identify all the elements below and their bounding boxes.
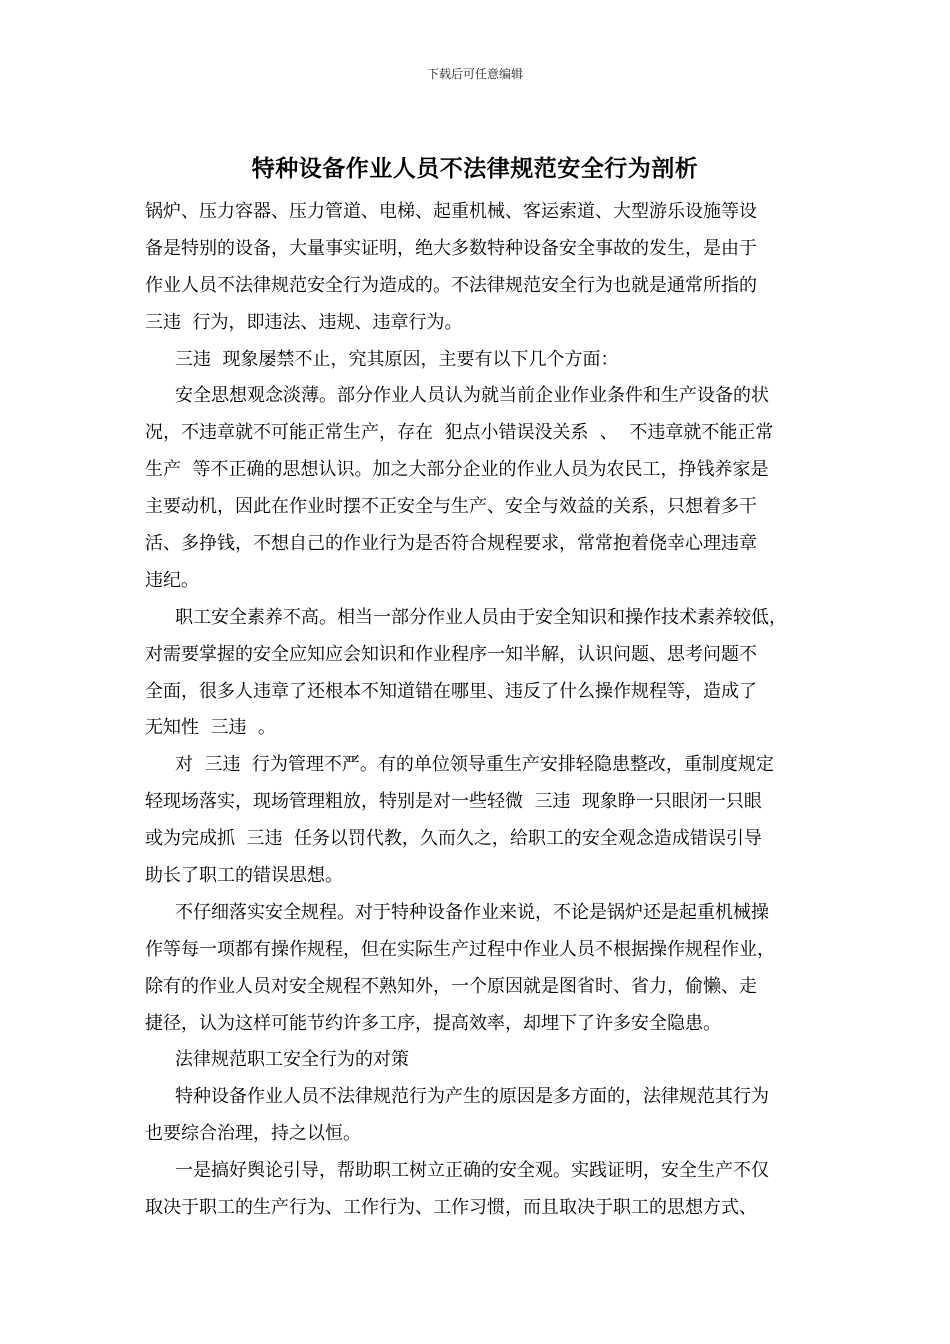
text-line: 无知性 三违 。: [145, 717, 276, 739]
document-body: [145, 194, 815, 1227]
text-line: 一是搞好舆论引导，帮助职工树立正确的安全观。实践证明，安全生产不仅: [175, 1160, 769, 1182]
text-line: 备是特别的设备，大量事实证明，绝大多数特种设备安全事故的发生，是由于: [145, 237, 757, 259]
text-line: 违纪。: [145, 569, 199, 591]
text-line: 活、多挣钱，不想自己的作业行为是否符合规程要求，常常抱着侥幸心理违章: [145, 533, 757, 555]
text-line: 捷径，认为这样可能节约许多工序，提高效率，却埋下了许多安全隐患。: [145, 1012, 721, 1034]
text-line: 三违 行为，即违法、违规、违章行为。: [145, 311, 463, 333]
text-line: 三违 现象屡禁不止，究其原因，主要有以下几个方面：: [175, 348, 619, 370]
text-line: 主要动机，因此在作业时摆不正安全与生产、安全与效益的关系，只想着多干: [145, 496, 757, 518]
text-line: 全面，很多人违章了还根本不知道错在哪里、违反了什么操作规程等，造成了: [145, 680, 757, 702]
text-line: 安全思想观念淡薄。部分作业人员认为就当前企业作业条件和生产设备的状: [175, 385, 769, 407]
text-line: 职工安全素养不高。相当一部分作业人员由于安全知识和操作技术素养较低，: [175, 606, 787, 628]
text-line: 也要综合治理，持之以恒。: [145, 1123, 361, 1145]
header-note: 下载后可任意编辑: [426, 67, 523, 81]
text-line: 作等每一项都有操作规程，但在实际生产过程中作业人员不根据操作规程作业，: [145, 938, 775, 960]
text-line: 轻现场落实，现场管理粗放，特别是对一些轻微 三违 现象睁一只眼闭一只眼: [145, 791, 762, 813]
text-line: 或为完成抓 三违 任务以罚代教，久而久之，给职工的安全观念造成错误引导: [145, 828, 762, 850]
text-line: 况，不违章就不可能正常生产，存在 犯点小错误没关系 、 不违章就不能正常: [145, 422, 774, 444]
text-line: 取决于职工的生产行为、工作行为、工作习惯，而且取决于职工的思想方式、: [145, 1197, 757, 1219]
text-line: 不仔细落实安全规程。对于特种设备作业来说，不论是锅炉还是起重机械操: [175, 901, 769, 923]
text-line: 法律规范职工安全行为的对策: [175, 1049, 409, 1071]
text-line: 特种设备作业人员不法律规范行为产生的原因是多方面的，法律规范其行为: [175, 1086, 769, 1108]
text-line: 对 三违 行为管理不严。有的单位领导重生产安排轻隐患整改，重制度规定: [175, 754, 774, 776]
text-line: 锅炉、压力容器、压力管道、电梯、起重机械、客运索道、大型游乐设施等设: [145, 201, 757, 222]
text-line: 作业人员不法律规范安全行为造成的。不法律规范安全行为也就是通常所指的: [145, 274, 757, 296]
text-line: 生产 等不正确的思想认识。加之大部分企业的作业人员为农民工，挣钱养家是: [145, 459, 769, 481]
text-line: 除有的作业人员对安全规程不熟知外，一个原因就是图省时、省力，偷懒、走: [145, 975, 757, 997]
document-title: 特种设备作业人员不法律规范安全行为剖析: [251, 155, 699, 182]
text-line: 助长了职工的错误思想。: [145, 865, 343, 887]
text-line: 对需要掌握的安全应知应会知识和作业程序一知半解，认识问题、思考问题不: [145, 643, 757, 665]
